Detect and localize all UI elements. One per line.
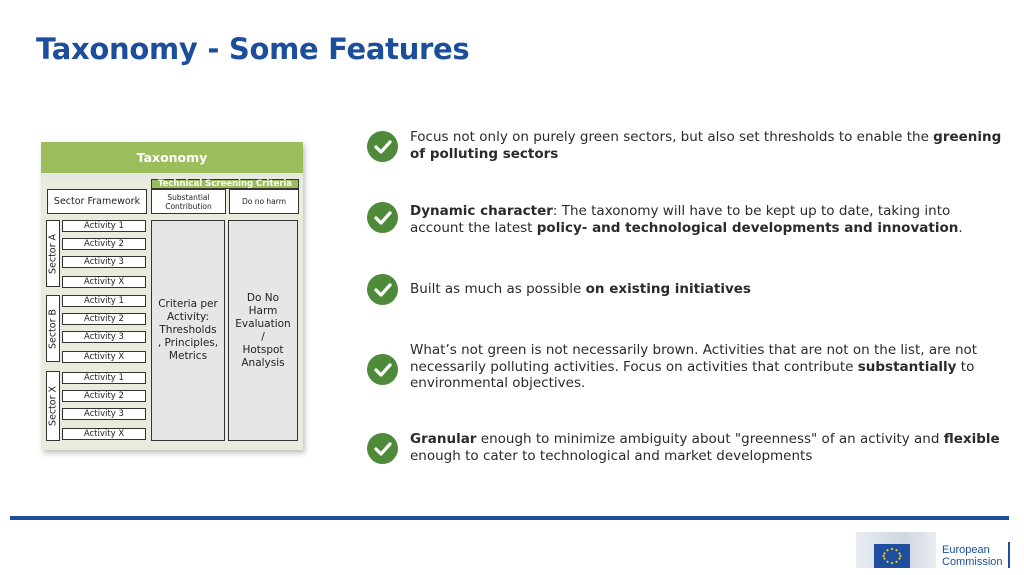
sector-x-activity-3: Activity 3	[62, 408, 146, 420]
feature-text: Granular enough to minimize ambiguity about "greenness" of an activity and flexible enough to cater to technological and market developments	[410, 431, 1000, 464]
logo-accent-bar	[1008, 542, 1010, 568]
feature-text: Built as much as possible on existing initiatives	[410, 281, 751, 297]
sector-a-activity-2: Activity 2	[62, 238, 146, 250]
feature-item	[367, 202, 1007, 242]
taxonomy-diagram	[41, 142, 303, 450]
sector-a-label: Sector A	[46, 220, 60, 287]
footer-divider	[10, 516, 1009, 520]
european-commission-logo	[856, 528, 1016, 572]
do-no-harm-box: Do no harm	[229, 189, 299, 214]
sector-b-activity-x: Activity X	[62, 351, 146, 363]
sector-x-activity-1: Activity 1	[62, 372, 146, 384]
check-icon	[367, 131, 398, 162]
check-icon	[367, 354, 398, 385]
feature-text: Dynamic character: The taxonomy will have to be kept up to date, taking into account the latest policy- and technological developments and innovation.	[410, 203, 963, 236]
feature-item	[367, 342, 1007, 394]
sector-a-activity-x: Activity X	[62, 276, 146, 288]
sector-b-activity-1: Activity 1	[62, 295, 146, 307]
logo-text: European Commission	[942, 544, 1003, 568]
criteria-column: Criteria per Activity: Thresholds , Principles, Metrics	[151, 220, 225, 441]
sector-a-activity-1: Activity 1	[62, 220, 146, 232]
feature-item	[367, 129, 1007, 169]
feature-item	[367, 274, 1007, 308]
sector-a-activity-3: Activity 3	[62, 256, 146, 268]
eu-flag-icon	[874, 544, 910, 568]
check-icon	[367, 433, 398, 464]
do-no-harm-column: Do No Harm Evaluation / Hotspot Analysis	[228, 220, 298, 441]
feature-text: Focus not only on purely green sectors, but also set thresholds to enable the greening of polluting sectors	[410, 129, 1002, 162]
check-icon	[367, 202, 398, 233]
sector-framework-box: Sector Framework	[47, 189, 147, 214]
technical-screening-criteria-label: Technical Screening Criteria	[151, 179, 299, 189]
sector-x-activity-2: Activity 2	[62, 390, 146, 402]
substantial-contribution-box: Substantial Contribution	[151, 189, 226, 214]
taxonomy-body	[41, 179, 303, 450]
sector-b-activity-3: Activity 3	[62, 331, 146, 343]
sector-b-activity-2: Activity 2	[62, 313, 146, 325]
slide-title: Taxonomy - Some Features	[36, 32, 470, 66]
sector-x-activity-x: Activity X	[62, 428, 146, 440]
feature-item	[367, 431, 1007, 467]
check-icon	[367, 274, 398, 305]
sector-b-label: Sector B	[46, 295, 60, 362]
taxonomy-header: Taxonomy	[41, 142, 303, 173]
feature-text: What’s not green is not necessarily brown. Activities that are not on the list, are not necessarily polluting activities. Focus on activities that contribute substantially to environmental objectives.	[410, 342, 978, 391]
sector-x-label: Sector X	[46, 371, 60, 441]
